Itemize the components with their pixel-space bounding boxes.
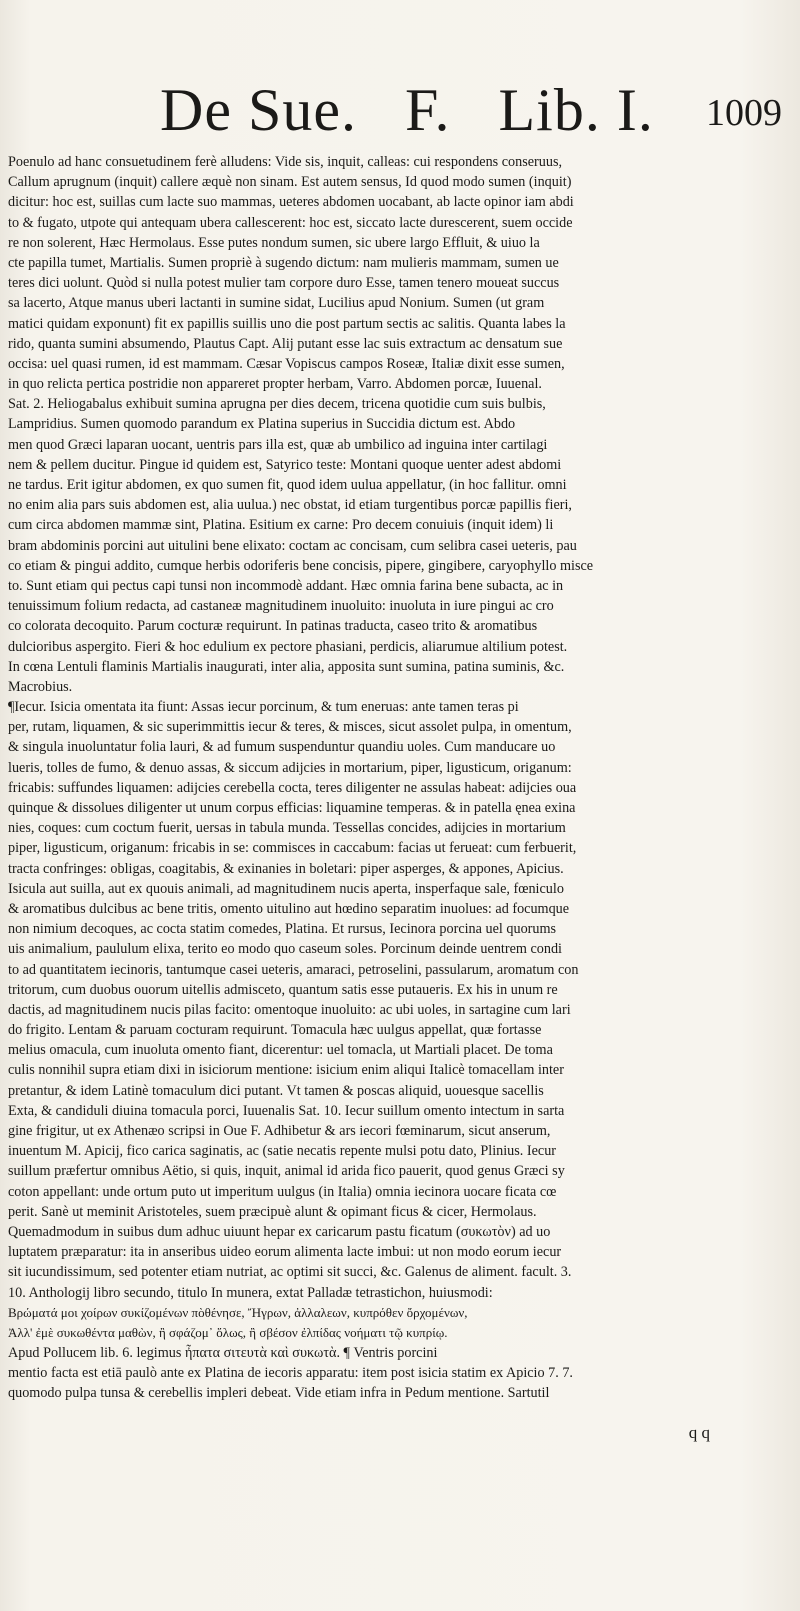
text-line: lueris, tolles de fumo, & denuo assas, & siccum adijcies in mortarium, piper, ligusticum, origanum: [8, 759, 572, 776]
text-line: pretantur, & idem Latinè tomaculum dici putant. Vt tamen & poscas aliquid, uouesque sacellis [8, 1082, 544, 1099]
text-line: sa lacerto, Atque manus uberi lactanti in sumine sidat, Lucilius apud Nonium. Sumen (ut gram [8, 295, 545, 312]
text-line: suillum præfertur omnibus Aëtio, si quis, inquit, animal id arida fico pauerit, quod genus Græci sy [8, 1163, 565, 1180]
text-line: quomodo pulpa tunsa & cerebellis impleri debeat. Vide etiam infra in Pedum mentione. Sartutil [8, 1385, 550, 1402]
text-line: re non solerent, Hæc Hermolaus. Esse putes nondum sumen, sic ubere largo Effluit, & uiuo la [8, 234, 540, 251]
text-line: cte papilla tumet, Martialis. Sumen propriè à sugendo dictum: nam mulieris mammam, sumen ue [8, 254, 559, 271]
text-line: men quod Græci laparan uocant, uentris pars illa est, quæ ab umbilico ad inguina inter cartilagi [8, 436, 548, 453]
text-line: occisa: uel quasi rumen, id est mammam. Cæsar Vopiscus campos Roseæ, Italiæ dixit esse sumen, [8, 355, 565, 372]
text-line: bram abdominis porcini aut uitulini bene elixato: coctam ac concisam, cum selibra casei ueteris, pau [8, 537, 577, 554]
text-line: cum circa abdomen mammæ sint, Platina. Esitium ex carne: Pro decem conuiuis (inquit idem) li [8, 517, 554, 534]
text-line: per, rutam, liquamen, & sic superimmittis iecur & teres, & misces, sicut assolet pulpa, in omentum, [8, 719, 572, 736]
text-line: dulcioribus aspergito. Fieri & hoc edulium ex pectore phasiani, perdicis, aliarumue altilium potest. [8, 638, 568, 655]
text-line: piper, ligusticum, origanum: fricabis in se: commisces in caccabum: facias ut ferueat: cum ferbuerit, [8, 840, 577, 857]
text-line: to ad quantitatem iecinoris, tantumque casei ueteris, amaraci, petroselini, passularum, aromatum con [8, 961, 579, 978]
text-line: Exta, & candiduli diuina tomacula porci, Iuuenalis Sat. 10. Iecur suillum omento intectum in sarta [8, 1102, 565, 1119]
text-line: inuentum M. Apicij, fico carica saginatis, ac (satie necatis repente mulsi potu dato, Plinius. Iecur [8, 1143, 557, 1160]
text-line: do frigito. Lentam & paruam cocturam requirunt. Tomacula hæc uulgus appellat, quæ fortasse [8, 1022, 542, 1039]
text-line: Callum aprugnum (inquit) callere æquè non sinam. Est autem sensus, Id quod modo sumen (inquit) [8, 174, 572, 191]
text-line: ne tardus. Erit igitur abdomen, ex quo sumen fit, quod idem uulua appellatur, (in hoc fallitur. omni [8, 477, 567, 493]
text-line: tracta confringes: obligas, coagitabis, & exinanies in boletari: piper asperges, & appones, Apicius. [8, 860, 564, 877]
text-line: dicitur: hoc est, suillas cum lacte suo mammas, ueteres abdomen uocabant, ab lacte opinor iam abdi [8, 194, 574, 211]
text-line: Isicula aut suilla, aut ex quouis animali, ad magnitudinem nucis aperta, insperfaque sale, fœniculo [8, 880, 564, 897]
text-line: to & fugato, utpote qui antequam ubera callescerent: hoc est, siccato lacte durescerent, suem occide [8, 214, 573, 231]
text-line: 10. Anthologij libro secundo, titulo In munera, extat Palladæ tetrastichon, huiusmodi: [8, 1284, 493, 1301]
text-line: melius omacula, cum inuoluta omento fiant, dicerentur: uel tomacla, ut Martiali placet. De toma [8, 1042, 553, 1059]
text-line: co etiam & pingui addito, cumque herbis odoriferis bene concisis, pipere, gingibere, caryophyllo misce [8, 557, 594, 574]
running-title: De Sue. F. Lib. I. [160, 77, 654, 143]
text-line: matici quidam exponunt) fit ex papillis suillis uno die post partum sectis ac salitis. Quanta labes la [8, 315, 566, 332]
text-line: sit iucundissimum, sed potenter etiam nutriat, ac optimi sit succi, &c. Galenus de aliment. facult. 3. [8, 1264, 572, 1281]
text-line: tritorum, cum duobus ouorum uitellis admisceto, quantum satis esse putaueris. Ex his in unum re [8, 981, 558, 998]
text-line: co colorata decoquito. Parum cocturæ requirunt. In patinas traducta, caseo trito & aromatibus [8, 618, 538, 635]
text-line: rido, quanta sumini absumendo, Plautus Capt. Alij putant esse lac suis extractum ac densatum sue [8, 335, 563, 352]
text-line: Apud Pollucem lib. 6. legimus ἦπατα σιτευτὰ καὶ συκωτὰ. ¶ Ventris porcini [8, 1345, 438, 1362]
text-line: gine frigitur, ut ex Athenæo scripsi in Oue F. Adhibetur & ars iecori fœminarum, sicut anserum, [8, 1123, 551, 1139]
text-line: in quo relicta pertica postridie non appareret propter herbam, Varro. Abdomen porcæ, Iuuenal. [8, 376, 542, 393]
text-line: & aromatibus dulcibus ac bene tritis, omento uitulino aut hœdino separatim inuolues: ad focumque [8, 900, 570, 917]
text-line: culis nonnihil supra etiam dixi in isiciorum mentione: isicium enim aliqui Italicè tomacellam inter [8, 1062, 564, 1079]
text-line: Lampridius. Sumen quomodo parandum ex Platina superius in Succidia dictum est. Abdo [8, 416, 516, 433]
signature-mark: q q [688, 1423, 710, 1442]
text-line: dactis, ad magnitudinem nucis pilas facito: omentoque inuoluito: ac ubi uoles, in sartagine cum lari [8, 1001, 571, 1018]
text-line: In cœna Lentuli flaminis Martialis inaugurati, inter alia, apposita sunt sumina, patina suminis, &c. [8, 658, 565, 675]
page-number: 1009 [706, 92, 782, 134]
page-header [0, 70, 800, 150]
text-line: Βρώματά μοι χοίρων συκίζομένων πὸθένησε, Ἤγρων, ἀλλαλεων, κυπρόθεν ὄρχομένων, [8, 1304, 468, 1320]
text-line: Macrobius. [8, 678, 73, 695]
text-line: Poenulo ad hanc consuetudinem ferè alludens: Vide sis, inquit, calleas: cui respondens conseruus, [8, 154, 563, 170]
text-line: Quemadmodum in suibus dum adhuc uiuunt hepar ex caricarum pastu ficatum (συκωτὸν) ad uo [8, 1223, 551, 1240]
text-line: nies, coques: cum coctum fuerit, uersas in tabula munda. Tessellas concides, adijcies in mortarium [8, 820, 566, 837]
text-line: teres dici uolunt. Quòd si nulla potest mulier tam corpore duro Esse, tamen tenero moueat succus [8, 275, 560, 292]
text-line: luptatem præparatur: ita in anseribus uideo eorum alimenta lacte imbui: ut non modo eorum iecur [8, 1244, 562, 1261]
text-line: coton appellant: unde ortum puto ut imperitum uulgus (in Italia) omnia iecinora uocare ficata cœ [8, 1183, 557, 1200]
text-line: fricabis: suffundes liquamen: adijcies cerebella cocta, teres diligenter ne assulas habeat: adijcies oua [8, 779, 577, 796]
text-line: Sat. 2. Heliogabalus exhibuit sumina aprugna per dies decem, tricena quotidie cum suis bulbis, [8, 396, 546, 413]
text-body [8, 152, 778, 1404]
text-line: ¶Iecur. Isicia omentata ita fiunt: Assas iecur porcinum, & tum eneruas: ante tamen teras pi [8, 699, 519, 716]
text-line: no enim alia pars suis abdomen est, alia uulua.) nec obstat, id etiam turgentibus porcæ papillis fieri, [8, 497, 572, 514]
text-line: non nimium decoques, ac cocta statim comedes, Platina. Et rursus, Iecinora porcina uel quorums [8, 921, 557, 938]
text-line: quinque & dissolues diligenter ut unum corpus efficias: liquamine temperas. & in patella ęnea exina [8, 800, 576, 816]
text-line: to. Sunt etiam qui pectus capi tunsi non incommodè addant. Hæc omnia farina bene subacta, ac in [8, 577, 564, 594]
text-line: nem & pellem ducitur. Pingue id quidem est, Satyrico teste: Montani quoque uenter adest abdomi [8, 456, 562, 473]
text-line: perit. Sanè ut meminit Aristoteles, suem præcipuè alunt & opimant ficus & cicer, Hermolaus. [8, 1203, 537, 1220]
text-line: uis animalium, paululum elixa, terito eo modo quo caseum soles. Porcinum deinde uentrem condi [8, 941, 562, 958]
text-line: Ἀλλ' ἐμὲ συκωθέντα μαθὼν, ἢ σφάζομ᾽ ὅλως, ἢ σβέσον ἐλπίδας νοήματι τῷ κυπρίῳ. [8, 1324, 448, 1340]
text-line: mentio facta est etiā paulò ante ex Platina de iecoris apparatu: item post isicia statim ex Apicio 7. 7. [8, 1365, 573, 1382]
text-line: & singula inuoluntatur folia lauri, & ad fumum suspenduntur quandiu uoles. Cum manducare uo [8, 739, 556, 756]
text-line: tenuissimum folium redacta, ad castaneæ magnitudinem inuoluito: inuoluta in iure pingui ac cro [8, 598, 554, 615]
